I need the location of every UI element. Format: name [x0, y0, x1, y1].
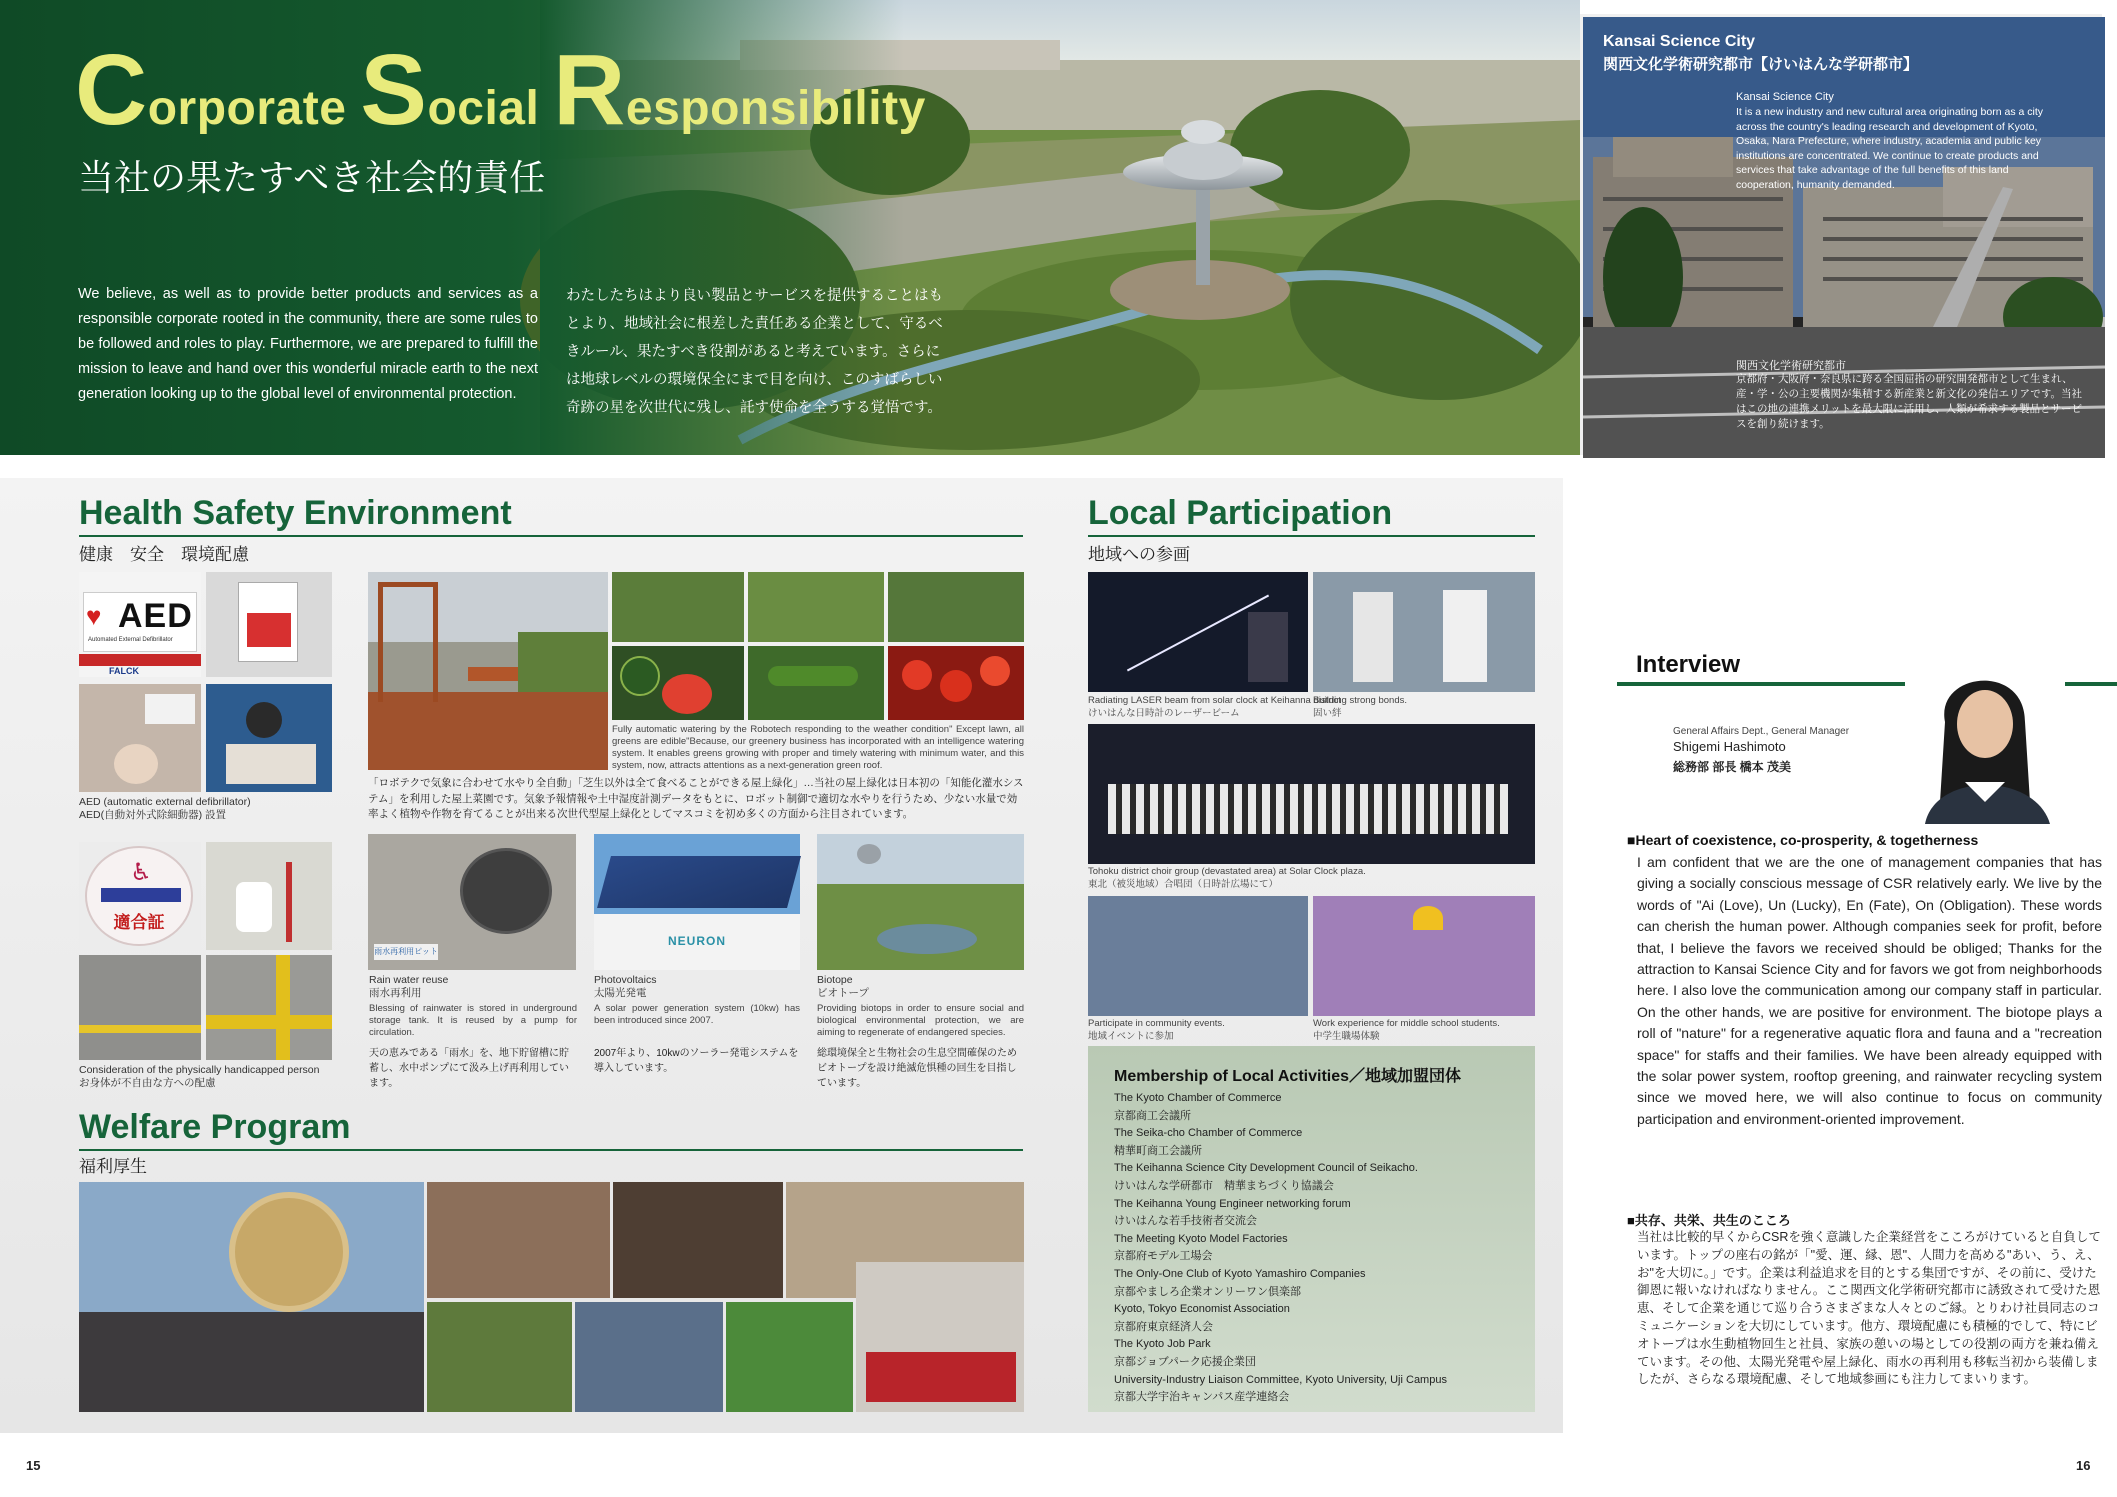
membership-item: 京都商工会議所: [1114, 1109, 1191, 1122]
csr-intro-ja: わたしたちはより良い製品とサービスを提供することはもとより、地域社会に根差した責任ある企業として、守るべきルール、果たすべき役割があると考えています。さらには地球レベルの環境保全にまで目を向け、このすばらしい奇跡の星を次世代に残し、託す使命を全うする覚悟です。: [566, 288, 943, 416]
certificate-plaque: [85, 846, 193, 946]
tomato-2: [940, 670, 972, 702]
laser-caption-en: Radiating LASER beam from solar clock at Keihanna district: [1088, 695, 1341, 706]
kansai-science-city-panel: [1580, 14, 2102, 455]
pv-title: Photovoltaics: [594, 974, 657, 986]
membership-item: The Keihanna Young Engineer networking forum: [1114, 1197, 1351, 1210]
aed-caption-en: AED (automatic external defibrillator): [79, 796, 251, 808]
ksc-title-ja: 関西文化学術研究都市【けいはんな学研都市】: [1603, 56, 1919, 73]
trainee-head: [246, 702, 282, 738]
interview-body-ja: 当社は比較的早くからCSRを強く意識した企業経営をこころがけていると自負しています。トップの座右の銘が「"愛、運、縁、恩"、人間力を高める"あい、う、え、お"を大切に。」です。企業は利益追求を目的とする集団ですが、その前に、受けた御恩に報いなければなりません。ここ関西文化学術研究都市に誘致されて受けた恩恵、そして企業を通じて巡り合うさまざまな人々とのご縁。とりわけ社員同志のコミュニケーションを大切にしています。他方、環境配慮にも積極的でして、特にビオトープは水生動植物回生と社員、家族の憩いの場としての役割の両方を兼ね備えています。その他、太陽光発電や屋上緑化、雨水の再利用も移転当初から装備しましたが、さらなる環境配慮、そして地域参画にも注力してまいります。: [1637, 1230, 2101, 1387]
bonds-caption-ja: 固い絆: [1313, 708, 1342, 719]
billiard-table: [866, 1352, 1016, 1402]
title-word-corporate: orporate: [147, 82, 361, 135]
interview-heading-ja: ■共存、共栄、共生のこころ: [1627, 1213, 1791, 1228]
page-number-right: 16: [2076, 1458, 2091, 1473]
band-photo: [613, 1182, 783, 1298]
biotope-pond: [877, 924, 977, 954]
welfare-title-rule: [79, 1149, 1023, 1151]
aed-sign-plate: [83, 592, 197, 652]
page-number-left: 15: [26, 1458, 41, 1473]
wood-deck: [368, 692, 608, 770]
rainwater-pit-photo: [368, 834, 576, 970]
rooftop-caption-en: Fully automatic watering by the Robotech responding to the weather condition" Except lawn, all greens are edible"Because, our greenery business has incorporated with an intelligence watering system. It enables greens growing with proper and timely watering with minimum water, and this system, now, attracts attentions as a next-generation green roof.: [612, 724, 1024, 771]
membership-item: The Only-One Club of Kyoto Yamashiro Companies: [1114, 1267, 1366, 1280]
handicap-caption-en: Consideration of the physically handicapped person: [79, 1064, 320, 1076]
hard-hat: [1413, 906, 1443, 930]
membership-title: Membership of Local Activities／地域加盟団体: [1114, 1068, 1462, 1085]
work-caption-en: Work experience for middle school students.: [1313, 1018, 1500, 1029]
membership-item: 京都やましろ企業オンリーワン倶楽部: [1114, 1285, 1301, 1298]
title-word-responsibility: esponsibility: [625, 82, 926, 135]
heart-icon: ♥: [86, 601, 102, 631]
rooftop-pergola-photo: [368, 572, 608, 770]
membership-box: [1088, 1046, 1535, 1412]
party-photo: [427, 1182, 610, 1298]
csr-intro-en: We believe, as well as to provide better products and services as a responsible corporate rooted in the community, there are some rules to be followed and roles to play. Furthermore, we are prepared to fulfill the mission to leave and hand over this wonderful miracle earth to the next generation looking up to the global level of environmental protection.: [78, 286, 538, 402]
interviewee-name-ja: 総務部 部長 橋本 茂美: [1673, 760, 1792, 774]
aed-unit: [145, 694, 195, 724]
membership-item: The Keihanna Science City Development Council of Seikacho.: [1114, 1162, 1418, 1175]
membership-item: 精華町商工会議所: [1114, 1144, 1202, 1157]
hero-section: [0, 0, 1580, 455]
local-section-title: Local Participation: [1088, 494, 1393, 532]
handrail: [286, 862, 292, 942]
membership-item: The Seika-cho Chamber of Commerce: [1114, 1127, 1303, 1140]
wheelchair-icon: ♿: [130, 859, 152, 886]
bio-text-ja: 総環境保全と生物社会の生息空間確保のためビオトープを設け絶滅危惧種の回生を目指しています。: [817, 1048, 1017, 1089]
billiards-room-photo: [856, 1262, 1024, 1412]
rooftop-caption-ja: 「ロボテクで気象に合わせて水やり全自動」「芝生以外は全て食べることができる屋上緑化」…当社の屋上緑化は日本初の「知能化灌水システム」を利用した屋上菜園です。気象予報情報や土中湿度計測データをもとに、ロボット制御で適切な水やりを行うため、少ない水量で効率よく植物や作物を育てることが出来る次世代型屋上緑化としてマスコミを初め多くの方面から注目されています。: [368, 777, 1024, 820]
bonds-caption-en: Building strong bonds.: [1313, 695, 1408, 706]
local-title-rule: [1088, 535, 1535, 537]
ksc-title: Kansai Science City: [1603, 33, 1756, 50]
title-initial-r: R: [553, 34, 626, 146]
rooftop-greenery: [518, 632, 608, 692]
tomato-3: [980, 656, 1010, 686]
aed-box-photo: [206, 572, 332, 677]
membership-item: けいはんな学研都市 精華まちづくり協議会: [1114, 1179, 1334, 1192]
aed-caption-ja: AED(自動対外式除細動器) 設置: [79, 809, 226, 821]
bio-title-ja: ビオトープ: [817, 987, 869, 999]
choir-photo: [1088, 724, 1535, 864]
events-caption-ja: 地域イベントに参加: [1088, 1031, 1174, 1042]
welfare-section-title: Welfare Program: [79, 1108, 351, 1146]
membership-item: 京都ジョブパーク応援企業団: [1114, 1355, 1256, 1368]
aed-red-band: [79, 654, 201, 666]
local-section-subtitle: 地域への参画: [1088, 545, 1190, 564]
manhole-cover: [460, 848, 552, 934]
aed-sign-text: AED: [118, 597, 193, 635]
title-initial-c: C: [75, 34, 148, 146]
biotope-ufo-top: [857, 844, 881, 864]
aed-brand-logo: FALCK: [109, 666, 139, 676]
membership-item: The Kyoto Job Park: [1114, 1338, 1211, 1351]
membership-item: 京都大学宇治キャンパス産学連絡会: [1114, 1391, 1290, 1404]
interview-heading-en: ■Heart of coexistence, co-prosperity, & togetherness: [1627, 832, 1979, 848]
community-event-photo: [1088, 896, 1308, 1016]
pv-title-ja: 太陽光発電: [594, 987, 647, 999]
group-crowd: [79, 1312, 424, 1412]
accessibility-certificate-photo: [79, 842, 201, 950]
work-caption-ja: 中学生職場体験: [1313, 1031, 1380, 1042]
neuron-logo: NEURON: [667, 934, 726, 948]
ksc-label-en: Kansai Science City: [1736, 91, 1834, 103]
membership-item: Kyoto, Tokyo Economist Association: [1114, 1303, 1290, 1316]
interviewee-role: General Affairs Dept., General Manager: [1673, 726, 1850, 737]
membership-item: University-Industry Liaison Committee, Kyoto University, Uji Campus: [1114, 1373, 1447, 1386]
rooftop-field-photo-2: [748, 572, 884, 642]
pv-text-en: A solar power generation system (10kw) has been introduced since 2007.: [594, 1003, 800, 1026]
cucumbers: [768, 666, 858, 686]
night-building: [1248, 612, 1288, 682]
interviewee-portrait: [1905, 652, 2065, 824]
events-caption-en: Participate in community events.: [1088, 1018, 1225, 1029]
rain-text-en: Blessing of rainwater is stored in underground storage tank. It is reused by a pump for circulation.: [369, 1003, 577, 1038]
golf-practice-photo: [726, 1302, 853, 1412]
choir-caption-en: Tohoku district choir group (devastated area) at Solar Clock plaza.: [1088, 866, 1366, 877]
welfare-section-subtitle: 福利厚生: [79, 1157, 147, 1176]
membership-item: 京都府東京経済人会: [1114, 1320, 1213, 1333]
interviewee-name-en: Shigemi Hashimoto: [1673, 739, 1786, 754]
certificate-label: 適合証: [113, 913, 165, 932]
laser-beam-photo: [1088, 572, 1308, 692]
choir-group: [1108, 784, 1508, 834]
aed-sign-subtext: Automated External Defibrillator: [88, 637, 173, 643]
laser-caption-ja: けいはんな日時計のレーザービーム: [1088, 708, 1240, 719]
interview-title: Interview: [1636, 651, 1741, 678]
csr-title: [75, 34, 926, 146]
aed-practice-photo: [206, 684, 332, 792]
biotope-sky: [817, 834, 1024, 884]
hse-title-rule: [79, 535, 1023, 537]
cpr-training-photo: [79, 684, 201, 792]
title-word-social: ocial: [427, 82, 554, 135]
csr-subtitle-ja: 当社の果たすべき社会的責任: [78, 158, 546, 199]
tactile-paving-horizontal: [206, 1015, 332, 1029]
solar-panel-photo: [594, 834, 800, 970]
handshake-photo: [1313, 572, 1535, 692]
membership-item: 京都府モデル工場会: [1114, 1250, 1213, 1263]
park-gate: [229, 1192, 349, 1312]
membership-item: The Meeting Kyoto Model Factories: [1114, 1232, 1288, 1245]
cpr-mannequin: [114, 744, 158, 784]
accessible-toilet-photo: [206, 842, 332, 950]
membership-list: [1114, 1090, 1447, 1407]
handicap-caption-ja: お身体が不自由な方への配慮: [79, 1077, 216, 1089]
watermelon-slice: [662, 674, 712, 714]
person-left: [1353, 592, 1393, 682]
membership-item: The Kyoto Chamber of Commerce: [1114, 1092, 1282, 1104]
interview-body-en: I am confident that we are the one of management companies that has giving a socially conscious message of CSR relatively early. We live by the words of "Ai (Love), Un (Lucky), En (Fate), On (Obligation). These words can cherish the human power. Although companies seek for profit, before that, I believe the favors we received should be obliged; Thanks for the attraction to Kansai Science City and for favors we got from neighborhoods here. I also love the communication among our company staff in particular. On the other hands, we are positive for environment. The biotope plays a roll of "nature" for a regenerative aquatic flora and fauna and a "recreation space" for staffs and their families. We have been already equipped with the solar power system, rooftop greening, and rainwater recycling system since we moved here, we will also continue to focus on community participation and environment-oriented improvement.: [1637, 854, 2102, 1127]
rooftop-field-photo-3: [888, 572, 1024, 642]
membership-item: けいはんな若手技術者交流会: [1114, 1215, 1257, 1228]
ksc-text-ja: 京都府・大阪府・奈良県に跨る全国屈指の研究開発都市として生まれ、産・学・公の主要機関が集積する新産業と新文化の発信エリアです。当社はこの地の連携メリットを最大限に活用し、人類が希求する製品とサービスを創り続けます。: [1736, 373, 2083, 430]
bio-title: Biotope: [817, 974, 853, 986]
tactile-paving-photo: [206, 955, 332, 1060]
header-banner: [0, 0, 2117, 455]
rain-title: Rain water reuse: [369, 974, 449, 986]
rain-text-ja: 天の恵みである「雨水」を、地下貯留槽に貯蓄し、水中ポンプにて汲み上げ再利用しています。: [369, 1048, 569, 1089]
person-right: [1443, 590, 1487, 682]
pergola: [378, 582, 438, 702]
aed-cabinet: [238, 582, 298, 662]
tomatoes-photo: [888, 646, 1024, 720]
pv-text-ja: 2007年より、10kwのソーラー発電システムを導入しています。: [594, 1048, 799, 1074]
tomato-1: [902, 660, 932, 690]
watermelon: [620, 656, 660, 696]
solar-panels: [597, 856, 801, 908]
rooftop-field-photo-1: [612, 572, 744, 642]
vegetables-photo: [748, 646, 884, 720]
ksc-label-ja: 関西文化学術研究都市: [1736, 360, 1846, 372]
hse-section-title: Health Safety Environment: [79, 494, 512, 532]
title-initial-s: S: [360, 34, 428, 146]
plaque-band: [101, 888, 181, 902]
training-dummy: [226, 744, 316, 784]
aed-sign-photo: [79, 572, 201, 677]
choir-caption-ja: 東北（被災地域）合唱団（日時計広場にて）: [1088, 879, 1279, 890]
tactile-paving-vertical: [276, 955, 290, 1060]
rain-title-ja: 雨水再利用: [369, 987, 422, 999]
accessible-path-photo: [79, 955, 201, 1060]
watermelon-photo: [612, 646, 744, 720]
bio-text-en: Providing biotops in order to ensure social and biological environmental protection, we are aiming to regenerate of endangered species.: [817, 1003, 1024, 1038]
work-experience-photo: [1313, 896, 1535, 1016]
aed-device: [247, 613, 291, 647]
hse-section-subtitle: 健康 安全 環境配慮: [79, 545, 249, 564]
outdoor-pond-photo: [427, 1302, 572, 1412]
rainwater-plate: 雨水再利用ピット: [374, 944, 438, 960]
theme-park-group-photo: [79, 1182, 424, 1412]
toilet-bowl: [236, 882, 272, 932]
biotope-photo: [817, 834, 1024, 970]
outdoor-event-photo: [575, 1302, 723, 1412]
ksc-text-en: It is a new industry and new cultural area originating born as a city across the country's leading research and development of Kyoto, Osaka, Nara Prefecture, where industry, academia and public key institutions are concentrated. We continue to create products and services that take advantage of the full benefits of this land cooperation, humanity demanded.: [1736, 106, 2043, 191]
tactile-line: [79, 1025, 201, 1033]
